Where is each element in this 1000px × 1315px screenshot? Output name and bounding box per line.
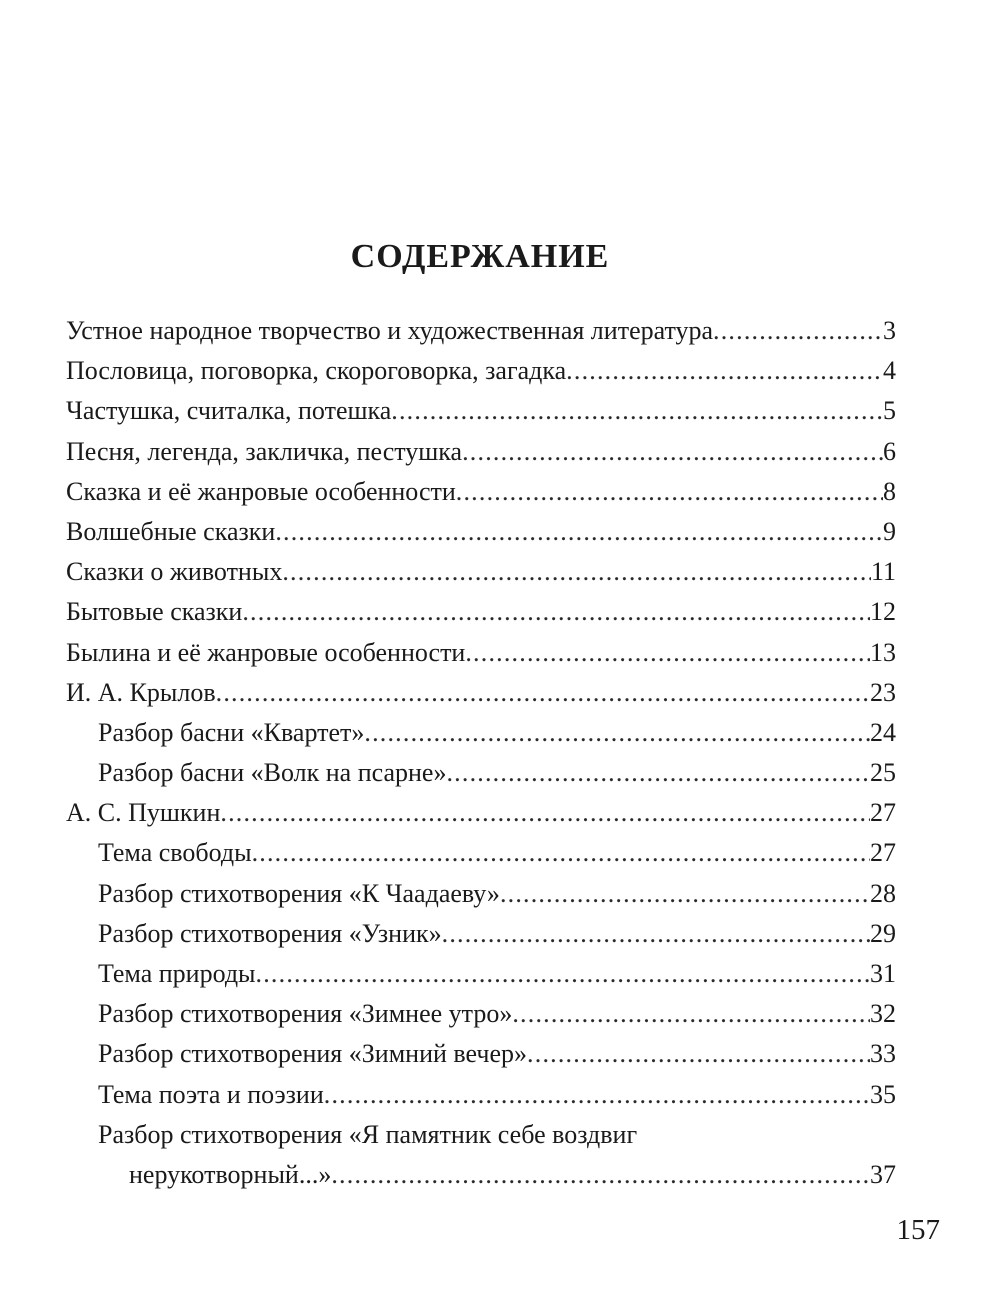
toc-entry-title: Былина и её жанровые особенности bbox=[66, 637, 466, 667]
toc-entry-title: Разбор стихотворения «Зимнее утро» bbox=[98, 999, 513, 1029]
toc-entry bbox=[66, 311, 896, 351]
toc-entry-title: Пословица, поговорка, скороговорка, загадка bbox=[66, 356, 567, 386]
toc-subentry bbox=[66, 753, 896, 793]
toc-entry-page: 35 bbox=[870, 1079, 896, 1109]
table-of-contents bbox=[66, 311, 896, 1195]
dot-leader bbox=[324, 1075, 870, 1115]
dot-leader bbox=[566, 351, 883, 391]
toc-entry bbox=[66, 351, 896, 391]
toc-entry bbox=[66, 391, 896, 431]
toc-entry-title-line2: нерукотворный...» bbox=[129, 1159, 332, 1189]
toc-subentry bbox=[66, 994, 896, 1034]
toc-entry-page: 28 bbox=[870, 878, 896, 908]
toc-entry-page: 32 bbox=[870, 999, 896, 1029]
dot-leader bbox=[331, 1155, 870, 1195]
toc-entry-page: 9 bbox=[883, 516, 896, 546]
dot-leader bbox=[713, 311, 883, 351]
dot-leader bbox=[500, 874, 870, 914]
toc-entry-page: 5 bbox=[883, 396, 896, 426]
toc-entry-page: 25 bbox=[870, 758, 896, 788]
toc-entry bbox=[66, 633, 896, 673]
dot-leader bbox=[275, 512, 883, 552]
dot-leader bbox=[364, 713, 870, 753]
toc-subentry bbox=[66, 1034, 896, 1074]
dot-leader bbox=[512, 994, 870, 1034]
toc-entry-title: Тема свободы bbox=[98, 838, 252, 868]
toc-entry-page: 11 bbox=[870, 557, 896, 587]
toc-entry-title: Бытовые сказки bbox=[66, 597, 243, 627]
dot-leader bbox=[282, 552, 871, 592]
toc-entry bbox=[66, 432, 896, 472]
toc-entry-title: Волшебные сказки bbox=[66, 516, 276, 546]
toc-entry-title: Песня, легенда, закличка, пестушка bbox=[66, 436, 463, 466]
dot-leader bbox=[462, 432, 883, 472]
toc-entry-page: 33 bbox=[870, 1039, 896, 1069]
toc-subentry bbox=[66, 954, 896, 994]
toc-entry-title: Устное народное творчество и художественная литература bbox=[66, 316, 714, 345]
dot-leader bbox=[252, 833, 870, 873]
toc-entry-title: Разбор стихотворения «К Чаадаеву» bbox=[98, 878, 500, 908]
toc-entry-title: Разбор стихотворения «Зимний вечер» bbox=[98, 1039, 528, 1069]
toc-subentry-multiline bbox=[66, 1115, 896, 1195]
toc-entry bbox=[66, 592, 896, 632]
toc-subentry bbox=[66, 874, 896, 914]
toc-subentry bbox=[66, 713, 896, 753]
toc-entry-page: 29 bbox=[870, 918, 896, 948]
toc-entry-page: 37 bbox=[870, 1159, 896, 1189]
dot-leader bbox=[256, 954, 870, 994]
toc-entry-page: 8 bbox=[883, 476, 896, 506]
toc-entry-title-line1: Разбор стихотворения «Я памятник себе воздвиг bbox=[98, 1119, 638, 1149]
toc-entry bbox=[66, 512, 896, 552]
toc-entry-title: Частушка, считалка, потешка bbox=[66, 396, 392, 426]
toc-entry bbox=[66, 793, 896, 833]
dot-leader bbox=[216, 673, 870, 713]
dot-leader bbox=[465, 633, 870, 673]
toc-entry-page: 12 bbox=[870, 597, 896, 627]
toc-entry-page: 6 bbox=[883, 436, 896, 466]
toc-subentry bbox=[66, 914, 896, 954]
toc-entry-page: 13 bbox=[870, 637, 896, 667]
page-number: 157 bbox=[896, 1214, 940, 1246]
toc-entry-title: Сказки о животных bbox=[66, 557, 283, 587]
toc-subentry bbox=[66, 833, 896, 873]
dot-leader bbox=[446, 753, 870, 793]
toc-subentry bbox=[66, 1075, 896, 1115]
toc-entry bbox=[66, 673, 896, 713]
dot-leader bbox=[391, 391, 883, 431]
toc-entry-title: Сказка и её жанровые особенности bbox=[66, 476, 456, 506]
toc-entry-title: А. С. Пушкин bbox=[66, 798, 221, 828]
dot-leader bbox=[220, 793, 870, 833]
dot-leader bbox=[242, 592, 870, 632]
toc-entry-title: И. А. Крылов bbox=[66, 677, 216, 707]
toc-entry-page: 31 bbox=[870, 959, 896, 988]
toc-entry-page: 4 bbox=[883, 356, 896, 386]
toc-entry-page: 3 bbox=[883, 316, 896, 345]
toc-entry bbox=[66, 552, 896, 592]
toc-entry bbox=[66, 472, 896, 512]
dot-leader bbox=[456, 472, 883, 512]
dot-leader bbox=[442, 914, 870, 954]
toc-entry-title: Тема природы bbox=[98, 959, 256, 988]
toc-entry-title: Разбор басни «Квартет» bbox=[98, 717, 365, 747]
toc-entry-title: Разбор стихотворения «Узник» bbox=[98, 918, 442, 948]
toc-entry-page: 27 bbox=[870, 838, 896, 868]
toc-entry-page: 24 bbox=[870, 717, 896, 747]
toc-entry-title: Разбор басни «Волк на псарне» bbox=[98, 758, 447, 788]
toc-entry-page: 27 bbox=[870, 798, 896, 828]
page-title: СОДЕРЖАНИЕ bbox=[350, 238, 610, 275]
toc-entry-page: 23 bbox=[870, 677, 896, 707]
dot-leader bbox=[527, 1034, 870, 1074]
toc-entry-title: Тема поэта и поэзии bbox=[98, 1079, 324, 1109]
